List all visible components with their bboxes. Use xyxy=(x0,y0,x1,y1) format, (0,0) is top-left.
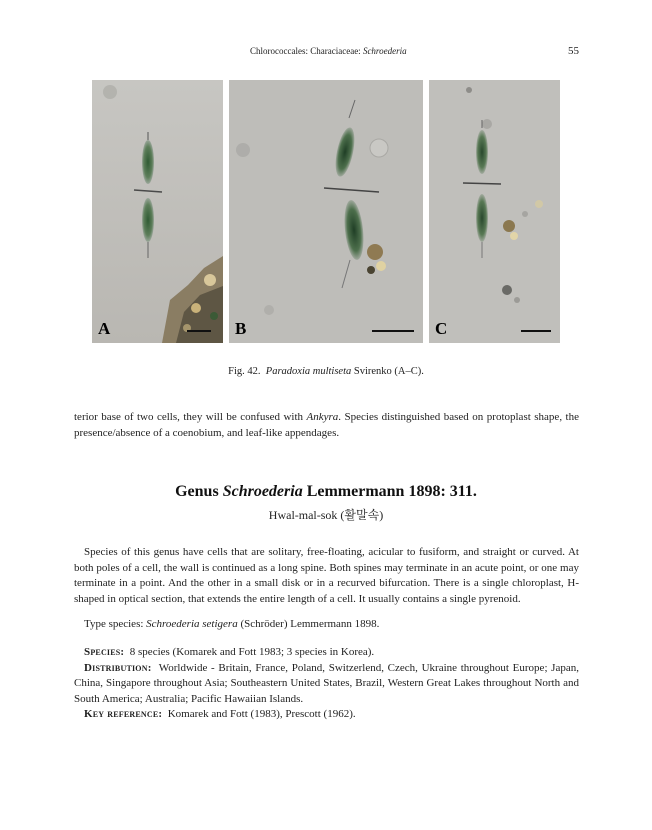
genus-details xyxy=(74,645,579,723)
micrograph-panel-b xyxy=(229,80,423,343)
scale-bar-c xyxy=(521,330,551,332)
genus-description: Species of this genus have cells that are solitary, free-floating, acicular to fusiform, and straight or curved. At both poles of a cell, the wall is continued as a long spine. Both spines may terminate in an acute point, or one may terminate in a point. And the other in a small disk or in a recurved bifurcation. There is a single chloroplast, H-shaped in optical section, that extends the entire length of a cell. It usually contains a single pyrenoid. xyxy=(74,546,579,605)
micrograph-c-image xyxy=(429,80,560,343)
micrograph-panel-a xyxy=(92,80,223,343)
panel-label-a: A xyxy=(98,319,111,338)
page-number: 55 xyxy=(568,45,579,57)
continued-paragraph: terior base of two cells, they will be confused with Ankyra. Species distinguished based on protoplast shape, the presence/absence of a coenobium, and leaf-like appendages. xyxy=(74,411,579,439)
panel-label-c: C xyxy=(435,319,448,338)
korean-genus-name: Hwal-mal-sok (활말속) xyxy=(268,508,384,522)
type-species: Type species: Schroederia setigera (Schröder) Lemmermann 1898. xyxy=(84,618,380,630)
scale-bar-a xyxy=(187,330,211,332)
figure-caption: Fig. 42. Paradoxia multiseta Svirenko (A–C). xyxy=(228,366,424,377)
running-head: Chlorococcales: Characiaceae: Schroederia xyxy=(250,46,407,56)
species-count: Species: 8 species (Komarek and Fott 1983; 3 species in Korea). xyxy=(84,646,375,658)
figure-42 xyxy=(92,80,560,343)
scale-bar-b xyxy=(372,330,414,332)
key-reference: Key reference: Komarek and Fott (1983), Prescott (1962). xyxy=(84,708,356,720)
micrograph-a-image xyxy=(92,80,223,343)
panel-label-b: B xyxy=(235,319,247,338)
page-header xyxy=(0,44,652,58)
micrograph-panel-c xyxy=(429,80,560,343)
genus-heading: Genus Schroederia Lemmermann 1898: 311. xyxy=(175,483,477,500)
micrograph-b-image xyxy=(229,80,423,343)
distribution: Distribution: Worldwide - Britain, France, Poland, Switzerlend, Czech, Ukraine throughout Europe; Japan, China, Singapore throughout Asia; Southeastern United States, Brazil, Western Great Lakes throughout North and South America; Australia; Pacific Hawaiian Islands. xyxy=(74,661,579,705)
